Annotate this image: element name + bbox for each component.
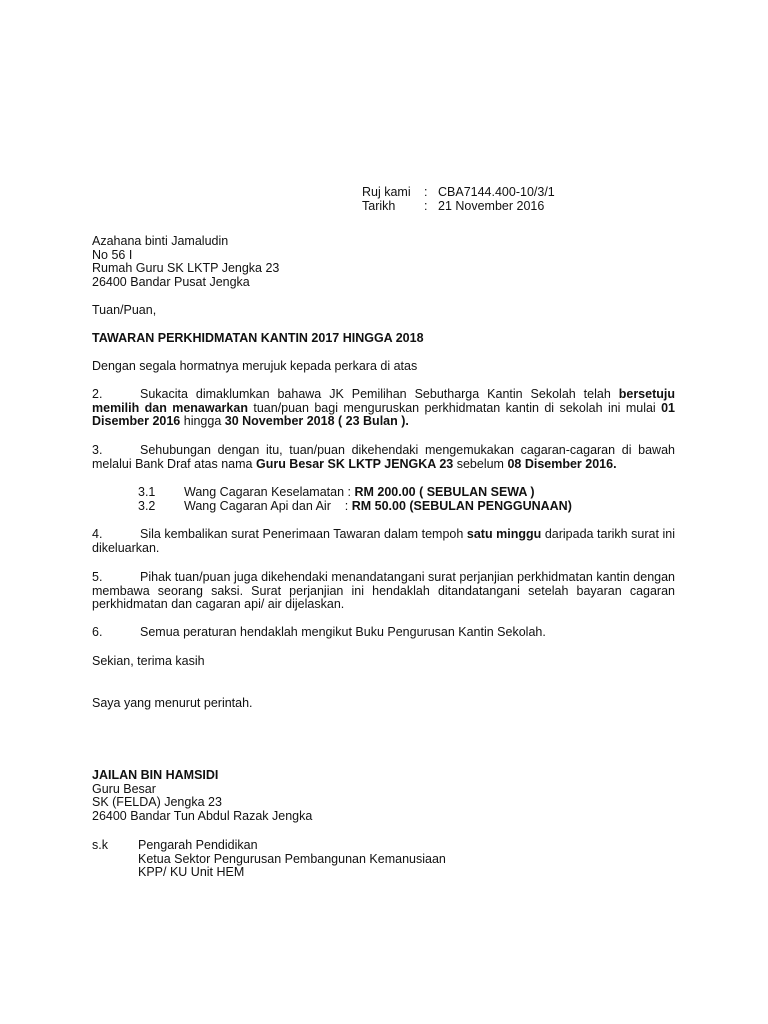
paragraph-text: daripada tarikh surat ini dikeluarkan.	[92, 527, 675, 555]
subject-text: TAWARAN PERKHIDMATAN KANTIN 2017 HINGGA 2018	[92, 331, 424, 345]
paragraph-text: hingga	[180, 414, 225, 428]
copy-to-item: Pengarah Pendidikan	[138, 838, 258, 852]
paragraph-bold: 08 Disember 2016.	[507, 456, 617, 471]
paragraph-bold: bersetuju memilih dan menawarkan	[92, 387, 675, 415]
salutation: Tuan/Puan,	[92, 303, 157, 317]
recipient-line-1: No 56 I	[92, 247, 133, 262]
tarikh-colon: :	[424, 198, 428, 213]
copy-to-block	[92, 839, 446, 880]
ruj-kami-colon: :	[424, 185, 428, 199]
copy-to-item: KPP/ KU Unit HEM	[138, 865, 245, 879]
paragraph-6	[92, 626, 675, 640]
ruj-kami-value: CBA7144.400-10/3/1	[438, 185, 555, 199]
deposit-item-label: Wang Cagaran Api dan Air :	[184, 498, 352, 513]
paragraph-5	[92, 571, 675, 612]
recipient-line-3: 26400 Bandar Pusat Jengka	[92, 274, 250, 289]
paragraph-3	[92, 444, 675, 471]
recipient-line-2: Rumah Guru SK LKTP Jengka 23	[92, 261, 280, 275]
paragraph-text: Pihak tuan/puan juga dikehendaki menandatangani surat perjanjian perkhidmatan kantin dengan membawa seorang saksi. Surat perjanjian ini hendaklah ditandatangani setelah bayaran cagaran perkhidmatan dan cagaran api/ air dijelaskan.	[92, 570, 675, 611]
deposit-list	[138, 486, 572, 513]
paragraph-4	[92, 528, 675, 555]
paragraph-bold: Guru Besar SK LKTP JENGKA 23	[255, 456, 454, 471]
deposit-item	[138, 486, 572, 500]
ruj-kami-row	[362, 186, 555, 200]
paragraph-text: tuan/puan bagi menguruskan perkhidmatan kantin di sekolah ini mulai	[247, 400, 662, 415]
paragraph-2	[92, 388, 675, 429]
paragraph-text: Sukacita dimaklumkan bahawa JK Pemilihan Sebutharga Kantin Sekolah telah	[140, 387, 619, 401]
subject-heading	[92, 332, 675, 346]
deposit-item-value: RM 50.00 (SEBULAN PENGGUNAAN)	[351, 498, 572, 513]
opening-line: Dengan segala hormatnya merujuk kepada perkara di atas	[92, 359, 418, 373]
signatory-title: Guru Besar	[92, 781, 156, 796]
paragraph-number: 6.	[92, 625, 103, 639]
copy-to-label: s.k	[92, 838, 108, 852]
paragraph-text: Semua peraturan hendaklah mengikut Buku Pengurusan Kantin Sekolah.	[140, 625, 546, 639]
paragraph-text: sebelum	[453, 456, 508, 471]
ruj-kami-label: Ruj kami	[362, 185, 411, 199]
reference-block	[362, 186, 555, 213]
copy-to-list	[138, 839, 446, 880]
deposit-item-value: RM 200.00 ( SEBULAN SEWA )	[354, 485, 535, 499]
signatory-block	[92, 769, 675, 823]
paragraph-text: Sila kembalikan surat Penerimaan Tawaran dalam tempoh	[140, 527, 467, 541]
paragraph-bold: satu minggu	[466, 527, 542, 541]
paragraph-number: 2.	[92, 387, 103, 401]
deposit-item	[138, 500, 572, 514]
recipient-address	[92, 235, 692, 289]
signatory-name: JAILAN BIN HAMSIDI	[92, 768, 219, 782]
paragraph-bold: 30 November 2018 ( 23 Bulan ).	[224, 414, 409, 428]
tarikh-row	[362, 200, 555, 214]
deposit-item-number: 3.2	[138, 498, 156, 513]
signatory-line-2: 26400 Bandar Tun Abdul Razak Jengka	[92, 808, 313, 823]
tarikh-label: Tarikh	[362, 198, 396, 213]
paragraph-number: 4.	[92, 527, 103, 541]
closing-line-2: Saya yang menurut perintah.	[92, 696, 253, 710]
deposit-item-label: Wang Cagaran Keselamatan :	[184, 485, 355, 499]
tarikh-value: 21 November 2016	[438, 198, 545, 213]
copy-to-item: Ketua Sektor Pengurusan Pembangunan Kemanusiaan	[138, 851, 446, 866]
closing-line: Sekian, terima kasih	[92, 654, 205, 668]
signatory-line-1: SK (FELDA) Jengka 23	[92, 795, 222, 809]
deposit-item-number: 3.1	[138, 485, 156, 499]
paragraph-bold: 01 Disember 2016	[92, 400, 675, 428]
paragraph-number: 5.	[92, 570, 103, 584]
paragraph-number: 3.	[92, 443, 103, 457]
recipient-name: Azahana binti Jamaludin	[92, 234, 229, 248]
paragraph-text: Sehubungan dengan itu, tuan/puan dikehendaki mengemukakan cagaran-cagaran di bawah melalui Bank Draf atas nama	[92, 443, 675, 471]
